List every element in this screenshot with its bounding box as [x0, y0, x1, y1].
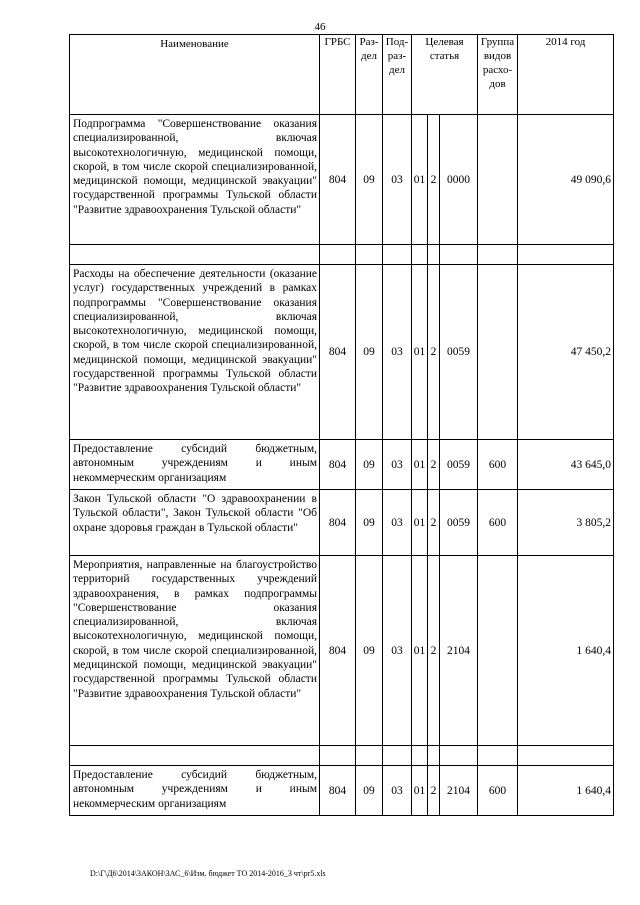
header-grbs: ГРБС	[320, 35, 356, 115]
row-name: Предоставление субсидий бюджетным, автономным учреждениям и иным некоммерческим организациям	[70, 766, 320, 816]
row-razdel: 09	[356, 556, 383, 746]
row-group: 600	[478, 490, 518, 556]
row-podrazdel: 03	[383, 490, 412, 556]
row-amount: 1 640,4	[518, 766, 614, 816]
row-group	[478, 115, 518, 245]
header-podrazdel: Под- раз- дел	[383, 35, 412, 115]
row-name: Расходы на обеспечение деятельности (оказание услуг) государственных учреждений в рамках подпрограммы "Совершенствование оказания специализированной, включая высокотехнологичную, медицинской помощи, скорой, в том числе скорой специализированной, медицинской помощи, медицинской эвакуации" государственной программы Тульской области "Развитие здравоохранения Тульской области"	[70, 265, 320, 440]
header-group: Группа видов расхо- дов	[478, 35, 518, 115]
table-row	[70, 265, 614, 440]
row-target-part2: 2	[428, 766, 440, 816]
row-podrazdel: 03	[383, 440, 412, 490]
header-razdel: Раз- дел	[356, 35, 383, 115]
file-path-footer: D:\Г\Д6\2014\ЗАКОН\ЗАС_6\Изм. бюджет ТО 2014-2016_3 чт\pr5.xls	[90, 869, 326, 878]
row-target-part3: 2104	[440, 556, 478, 746]
row-target-part3: 0000	[440, 115, 478, 245]
row-group	[478, 265, 518, 440]
row-name: Предоставление субсидий бюджетным, автономным учреждениям и иным некоммерческим организациям	[70, 440, 320, 490]
table-row	[70, 115, 614, 245]
row-group: 600	[478, 766, 518, 816]
row-grbs: 804	[320, 265, 356, 440]
row-razdel: 09	[356, 440, 383, 490]
row-target-part2: 2	[428, 556, 440, 746]
row-razdel: 09	[356, 115, 383, 245]
row-podrazdel: 03	[383, 556, 412, 746]
spacer-row	[70, 746, 614, 766]
row-grbs: 804	[320, 556, 356, 746]
header-name: Наименование	[70, 35, 320, 115]
row-amount: 47 450,2	[518, 265, 614, 440]
row-name: Закон Тульской области "О здравоохранении в Тульской области", Закон Тульской области "Об охране здоровья граждан в Тульской области"	[70, 490, 320, 556]
header-year: 2014 год	[518, 35, 614, 115]
row-amount: 3 805,2	[518, 490, 614, 556]
row-target-part2: 2	[428, 115, 440, 245]
row-group	[478, 556, 518, 746]
row-target-part3: 0059	[440, 440, 478, 490]
row-target-part2: 2	[428, 440, 440, 490]
row-target-part1: 01	[412, 490, 428, 556]
page-number: 46	[314, 21, 326, 33]
row-amount: 1 640,4	[518, 556, 614, 746]
header-row	[70, 35, 614, 115]
row-target-part2: 2	[428, 490, 440, 556]
row-grbs: 804	[320, 490, 356, 556]
table-row	[70, 766, 614, 816]
row-target-part2: 2	[428, 265, 440, 440]
row-target-part1: 01	[412, 440, 428, 490]
header-target: Целевая статья	[412, 35, 478, 115]
row-target-part1: 01	[412, 115, 428, 245]
row-target-part1: 01	[412, 766, 428, 816]
row-target-part3: 2104	[440, 766, 478, 816]
row-amount: 49 090,6	[518, 115, 614, 245]
row-target-part3: 0059	[440, 490, 478, 556]
row-target-part1: 01	[412, 556, 428, 746]
row-razdel: 09	[356, 490, 383, 556]
spacer-row	[70, 245, 614, 265]
row-target-part1: 01	[412, 265, 428, 440]
table-row	[70, 490, 614, 556]
row-amount: 43 645,0	[518, 440, 614, 490]
row-razdel: 09	[356, 766, 383, 816]
row-name: Подпрограмма "Совершенствование оказания специализированной, включая высокотехнологичную, медицинской помощи, скорой, в том числе скорой специализированной, медицинской помощи, медицинской эвакуации" государственной программы Тульской области "Развитие здравоохранения Тульской области"	[70, 115, 320, 245]
row-grbs: 804	[320, 440, 356, 490]
row-razdel: 09	[356, 265, 383, 440]
row-podrazdel: 03	[383, 115, 412, 245]
row-grbs: 804	[320, 766, 356, 816]
row-target-part3: 0059	[440, 265, 478, 440]
row-name: Мероприятия, направленные на благоустройство территорий государственных учреждений здравоохранения, в рамках подпрограммы "Совершенствование оказания специализированной, включая высокотехнологичную, медицинской помощи, скорой, в том числе скорой специализированной, медицинской помощи, медицинской эвакуации" государственной программы Тульской области "Развитие здравоохранения Тульской области"	[70, 556, 320, 746]
row-grbs: 804	[320, 115, 356, 245]
table-row	[70, 556, 614, 746]
table-row	[70, 440, 614, 490]
row-podrazdel: 03	[383, 265, 412, 440]
row-group: 600	[478, 440, 518, 490]
row-podrazdel: 03	[383, 766, 412, 816]
budget-table	[69, 34, 614, 816]
